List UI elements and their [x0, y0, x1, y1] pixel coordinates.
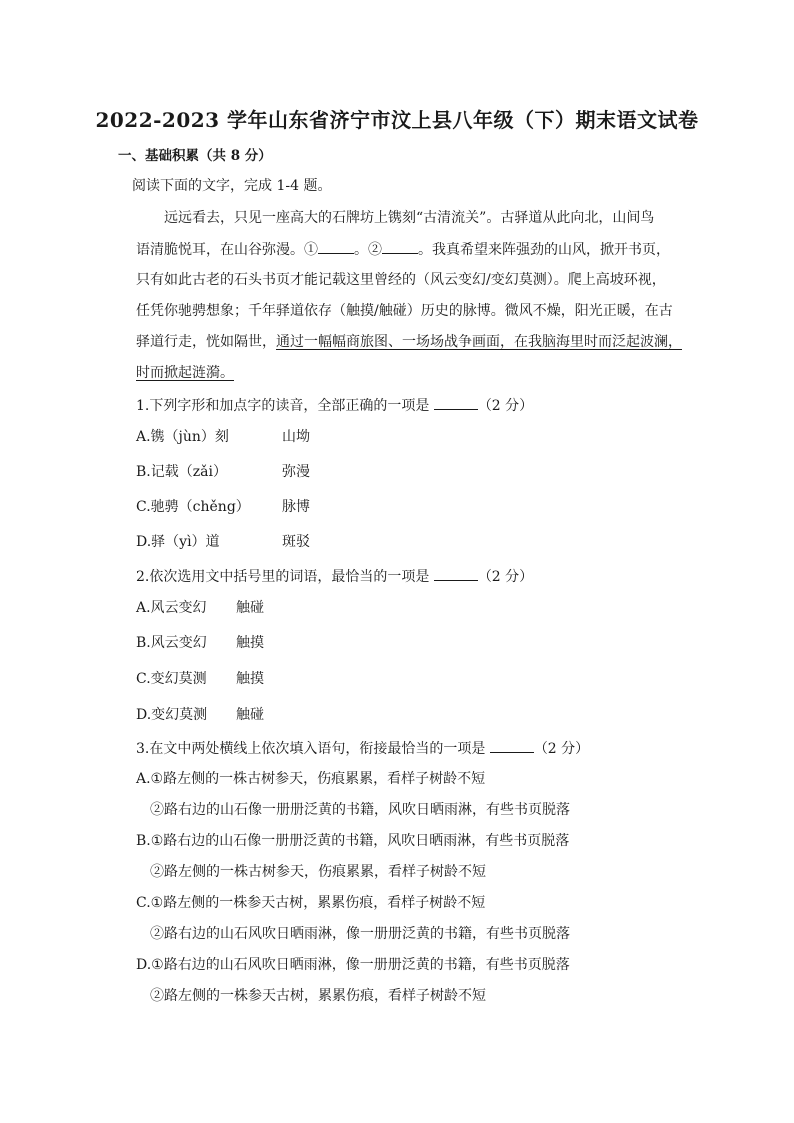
- q3-option-d-cont: ②路左侧的一株参天古树，累累伤痕，看样子树龄不短: [150, 988, 486, 1004]
- q2-option-a[interactable]: A.风云变幻 触碰: [136, 600, 264, 616]
- answer-blank-q2[interactable]: [434, 566, 478, 581]
- q3-option-b-cont: ②路左侧的一株古树参天，伤痕累累，看样子树龄不短: [150, 864, 486, 880]
- q2-option-d[interactable]: D.变幻莫测 触碰: [136, 707, 264, 723]
- question-1-stem: 1.下列字形和加点字的读音，全部正确的一项是 （2 分）: [136, 395, 533, 416]
- fill-blank-1[interactable]: [318, 239, 354, 254]
- intro-text: 阅读下面的文字，完成 1-4 题。: [132, 178, 332, 194]
- q2-option-c[interactable]: C.变幻莫测 触摸: [136, 671, 264, 687]
- q3-option-a-cont: ②路右边的山石像一册册泛黄的书籍，风吹日晒雨淋，有些书页脱落: [150, 802, 570, 818]
- answer-blank-q3[interactable]: [490, 738, 534, 753]
- passage-line: 语清脆悦耳，在山谷弥漫。① 。② 。我真希望来阵强劲的山风，掀开书页，: [136, 239, 670, 260]
- passage-line: 任凭你驰骋想象；千年驿道依存（触摸/触碰）历史的脉博。微风不燥，阳光正暖，在古: [136, 303, 673, 319]
- underlined-sentence: 通过一幅幅商旅图、一场场战争画面，在我脑海里时而泛起波澜，: [276, 334, 682, 350]
- q3-option-c-cont: ②路右边的山石风吹日晒雨淋，像一册册泛黄的书籍，有些书页脱落: [150, 926, 570, 942]
- q1-option-d[interactable]: D.驿（yì）道 斑驳: [136, 534, 310, 550]
- passage-line: 驿道行走，恍如隔世，通过一幅幅商旅图、一场场战争画面，在我脑海里时而泛起波澜，: [136, 334, 682, 350]
- question-3-stem: 3.在文中两处横线上依次填入语句，衔接最恰当的一项是 （2 分）: [136, 738, 589, 759]
- q1-option-b[interactable]: B.记载（zǎi） 弥漫: [136, 464, 310, 480]
- question-2-stem: 2.依次选用文中括号里的词语，最恰当的一项是 （2 分）: [136, 566, 533, 587]
- q1-option-c[interactable]: C.驰骋（chěng） 脉博: [136, 499, 310, 515]
- q3-option-d[interactable]: D.①路右边的山石风吹日晒雨淋，像一册册泛黄的书籍，有些书页脱落: [136, 957, 570, 973]
- q3-option-c[interactable]: C.①路左侧的一株参天古树，累累伤痕，看样子树龄不短: [136, 895, 486, 911]
- passage-line: 只有如此古老的石头书页才能记载这里曾经的（风云变幻/变幻莫测）。爬上高坡环视，: [136, 272, 666, 288]
- passage-line: 远远看去，只见一座高大的石牌坊上镌刻“古清流关”。古驿道从此向北，山间鸟: [164, 210, 655, 226]
- underlined-sentence-end: 时而掀起涟漪。: [136, 365, 234, 381]
- q3-option-a[interactable]: A.①路左侧的一株古树参天，伤痕累累，看样子树龄不短: [136, 771, 486, 787]
- section-heading: 一、基础积累（共 8 分）: [118, 148, 272, 164]
- q2-option-b[interactable]: B.风云变幻 触摸: [136, 635, 264, 651]
- answer-blank-q1[interactable]: [434, 395, 478, 410]
- page-title: 2022-2023 学年山东省济宁市汶上县八年级（下）期末语文试卷: [95, 108, 699, 132]
- q1-option-a[interactable]: A.镌（jùn）刻 山坳: [136, 429, 310, 445]
- fill-blank-2[interactable]: [382, 239, 418, 254]
- passage-line: [136, 363, 234, 383]
- q3-option-b[interactable]: B.①路右边的山石像一册册泛黄的书籍，风吹日晒雨淋，有些书页脱落: [136, 833, 570, 849]
